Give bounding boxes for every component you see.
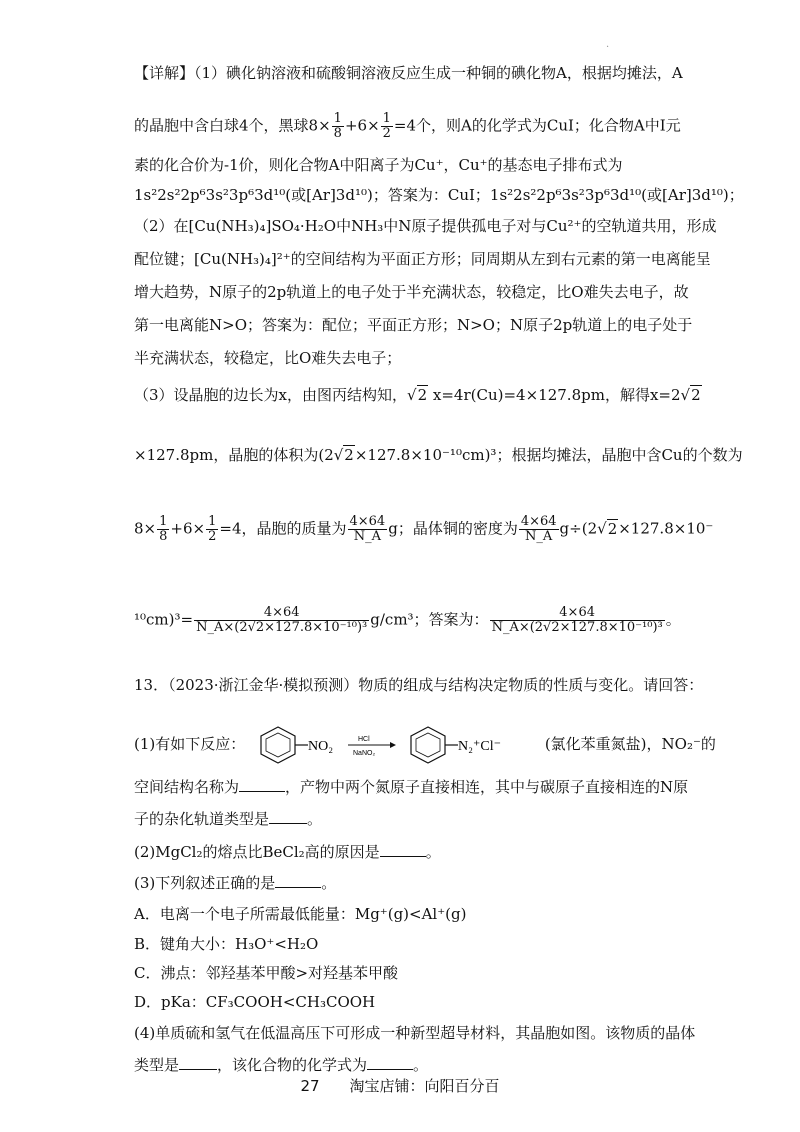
answer-blank[interactable] [239,777,285,792]
answer-blank[interactable] [367,1055,413,1070]
page-footer: 27 淘宝店铺：向阳百分百 [300,1077,500,1095]
answer-blank[interactable] [380,842,426,857]
para-l12: 8× $\frac{1}{8}$ +6× $\frac{1}{2}$ =4，晶胞的质量为 $\frac{4\times 64}{N\_A}$ g；晶体铜的密度为 $\frac{4\times 64}{N\_A}$ g÷(2√2×127.8×10⁻ [134,514,714,544]
para-l7: 增大趋势，N原子的2p轨道上的电子处于半充满状态，较稳定，比O难失去电子，故 [134,283,689,301]
fraction: $\frac{1}{2}$ [208,514,217,544]
fraction: $\frac{4\times 64}{N\_A}$ [520,514,557,544]
speck: · [606,42,610,53]
para-l2: 的晶胞中含白球4个，黑球8× $\frac{1}{8}$ +6× $\frac{1}{2}$ =4个，则A的化学式为CuI；化合物A中I元 [134,111,681,141]
para-l13: ¹⁰cm)³= $\frac{4\times 64}{\text{N\_A×(2√2×127.8×10⁻¹⁰)³}}$ g/cm³；答案为： $\frac{4\times 64}{\text{N\_A×(2√2×127.8×10⁻¹⁰)³}}$ 。 [134,605,681,635]
option-a: A．电离一个电子所需最低能量：Mg⁺(g)<Al⁺(g) [134,905,467,923]
para-l3: 素的化合价为-1价，则化合物A中阳离子为Cu⁺，Cu⁺的基态电子排布式为 [134,156,623,174]
para-l11: ×127.8pm，晶胞的体积为(2√2×127.8×10⁻¹⁰cm)³；根据均摊法，晶胞中含Cu的个数为 [134,446,743,464]
benzene-inner [416,733,440,757]
q1-line2: 空间结构名称为 ，产物中两个氮原子直接相连，其中与碳原子直接相连的N原 [134,778,689,796]
fraction: $\frac{1}{8}$ [159,514,168,544]
option-c: C．沸点：邻羟基苯甲酸>对羟基苯甲酸 [134,964,399,982]
para-l4: 1s²2s²2p⁶3s²3p⁶3d¹⁰(或[Ar]3d¹⁰)；答案为：CuI；1s²2s²2p⁶3s²3p⁶3d¹⁰(或[Ar]3d¹⁰)； [134,186,744,204]
q2-line: (2)MgCl₂的熔点比BeCl₂高的原因是 。 [134,843,441,861]
q4-line2: 类型是 ，该化合物的化学式为 。 [134,1056,429,1074]
option-d: D．pKa：CF₃COOH<CH₃COOH [134,993,376,1011]
fraction: $\frac{4\times 64}{\text{N\_A×(2√2×127.8×10⁻¹⁰)³}}$ [491,605,663,635]
answer-blank[interactable] [275,873,321,888]
q3-line: (3)下列叙述正确的是 。 [134,874,337,892]
q4-line1: (4)单质硫和氢气在低温高压下可形成一种新型超导材料，其晶胞如图。该物质的晶体 [134,1024,696,1042]
para-l9: 半充满状态，较稳定，比O难失去电子； [134,349,402,367]
fraction: $\frac{4\times 64}{\text{N\_A×(2√2×127.8×10⁻¹⁰)³}}$ [196,605,368,635]
reaction-scheme [250,725,540,765]
reagent-hcl: HCl [358,736,370,743]
fraction: $\frac{4\times 64}{N\_A}$ [349,514,386,544]
para-l6: 配位键；[Cu(NH₃)₄]²⁺的空间结构为平面正方形；同周期从左到右元素的第一电离能呈 [134,250,711,268]
fraction: $\frac{1}{8}$ [333,111,342,141]
answer-blank[interactable] [179,1055,217,1070]
fraction: $\frac{1}{2}$ [382,111,391,141]
answer-blank[interactable] [269,809,307,824]
para-l8: 第一电离能N>O；答案为：配位；平面正方形；N>O；N原子2p轨道上的电子处于 [134,316,693,334]
para-l5: （2）在[Cu(NH₃)₄]SO₄·H₂O中NH₃中N原子提供孤电子对与Cu²⁺的空轨道共用，形成 [134,217,717,235]
arrow-head [390,742,396,748]
reagent-nano2: NaNO₂ [353,750,376,757]
option-b: B．键角大小：H₃O⁺<H₂O [134,935,319,953]
para-l1: 【详解】（1）碘化钠溶液和硫酸铜溶液反应生成一种铜的碘化物A，根据均摊法，A [134,64,683,82]
q1-line3: 子的杂化轨道类型是 。 [134,810,323,828]
no2-label: NO₂ [308,739,334,754]
diazonium-label: N₂⁺Cl⁻ [458,739,502,754]
question-13-header: 13．（2023·浙江金华·模拟预测）物质的组成与结构决定物质的性质与变化。请回答： [134,676,704,694]
benzene-inner [266,733,290,757]
reaction-line: (1)有如下反应： NO₂ HCl NaNO₂ N₂⁺Cl⁻ (氯化苯重氮盐)，NO₂⁻的 [134,725,716,765]
para-l10: （3）设晶胞的边长为x，由图丙结构知，√2 x=4r(Cu)=4×127.8pm，解得x=2√2 [134,386,701,404]
